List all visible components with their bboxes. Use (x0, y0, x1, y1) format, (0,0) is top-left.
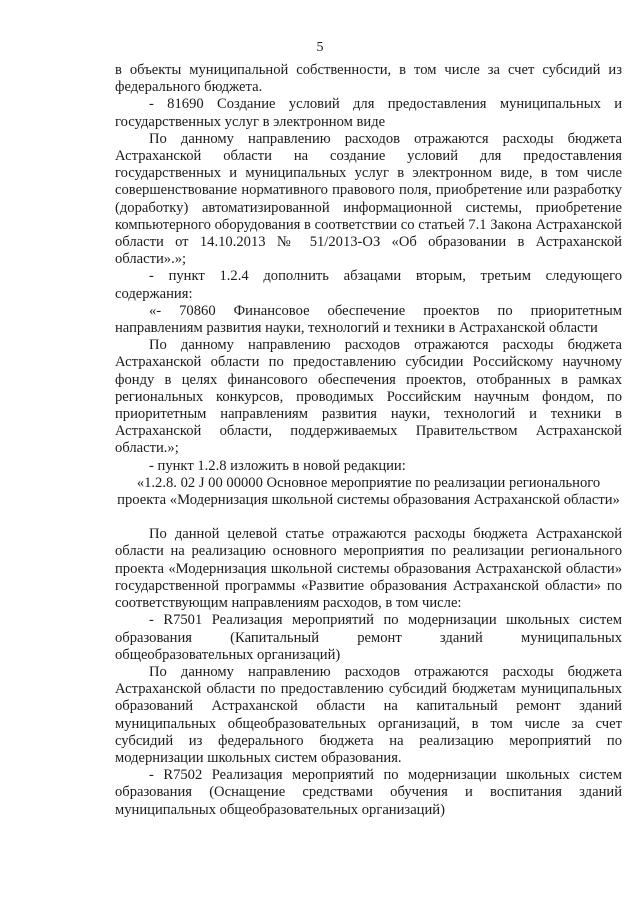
blank-line (115, 509, 622, 526)
paragraph: По данной целевой статье отражаются расходы бюджета Астраханской области на реализацию основного мероприятия по реализации регионального проекта «Модернизация школьной системы образования Астраханской области» государственной программы «Развитие образования Астраханской области» по соответствующим направлениям расходов, в том числе: (115, 526, 622, 612)
paragraph: в объекты муниципальной собственности, в том числе за счет субсидий из федерального бюджета. (115, 62, 622, 96)
paragraph: По данному направлению расходов отражаются расходы бюджета Астраханской области по предоставлению субсидий бюджетам муниципальных образований Астраханской области на капитальный ремонт зданий муниципальных общеобразовательных организаций, в том числе за счет субсидий из федерального бюджета на реализацию мероприятий по модернизации школьных систем образования. (115, 663, 622, 766)
paragraph: По данному направлению расходов отражаются расходы бюджета Астраханской области на создание условий для предоставления государственных и муниципальных услуг в электронном виде, в том числе совершенствование нормативного правового поля, приобретение или разработку (доработку) автоматизированной информационной системы, приобретение компьютерного оборудования в соответствии со статьей 7.1 Закона Астраханской области от 14.10.2013 № 51/2013-ОЗ «Об образовании в Астраханской области».»; (115, 130, 622, 268)
section-heading: «1.2.8. 02 J 00 00000 Основное мероприятие по реализации регионального проекта «Модернизация школьной системы образования Астраханской области» (117, 474, 620, 509)
page-number: 5 (316, 40, 324, 55)
paragraph: - пункт 1.2.8 изложить в новой редакции: (149, 457, 406, 474)
paragraph: - R7502 Реализация мероприятий по модернизации школьных систем образования (Оснащение средствами обучения и воспитания зданий муниципальных общеобразовательных организаций) (115, 767, 622, 818)
paragraph: «- 70860 Финансовое обеспечение проектов по приоритетным направлениям развития науки, технологий и техники в Астраханской области (115, 302, 622, 337)
paragraph: - R7501 Реализация мероприятий по модернизации школьных систем образования (Капитальный ремонт зданий муниципальных общеобразовательных организаций) (115, 612, 622, 663)
document-body (115, 62, 622, 819)
paragraph: - 81690 Создание условий для предоставления муниципальных и государственных услуг в электронном виде (115, 96, 622, 130)
paragraph: По данному направлению расходов отражаются расходы бюджета Астраханской области по предоставлению субсидии Российскому научному фонду в целях финансового обеспечения проектов, отобранных в рамках региональных конкурсов, проводимых Российским научным фондом, по приоритетным направлениям развития науки, технологий и техники в Астраханской области, поддерживаемых Правительством Астраханской области.»; (115, 337, 622, 457)
paragraph: - пункт 1.2.4 дополнить абзацами вторым, третьим следующего содержания: (115, 268, 622, 302)
